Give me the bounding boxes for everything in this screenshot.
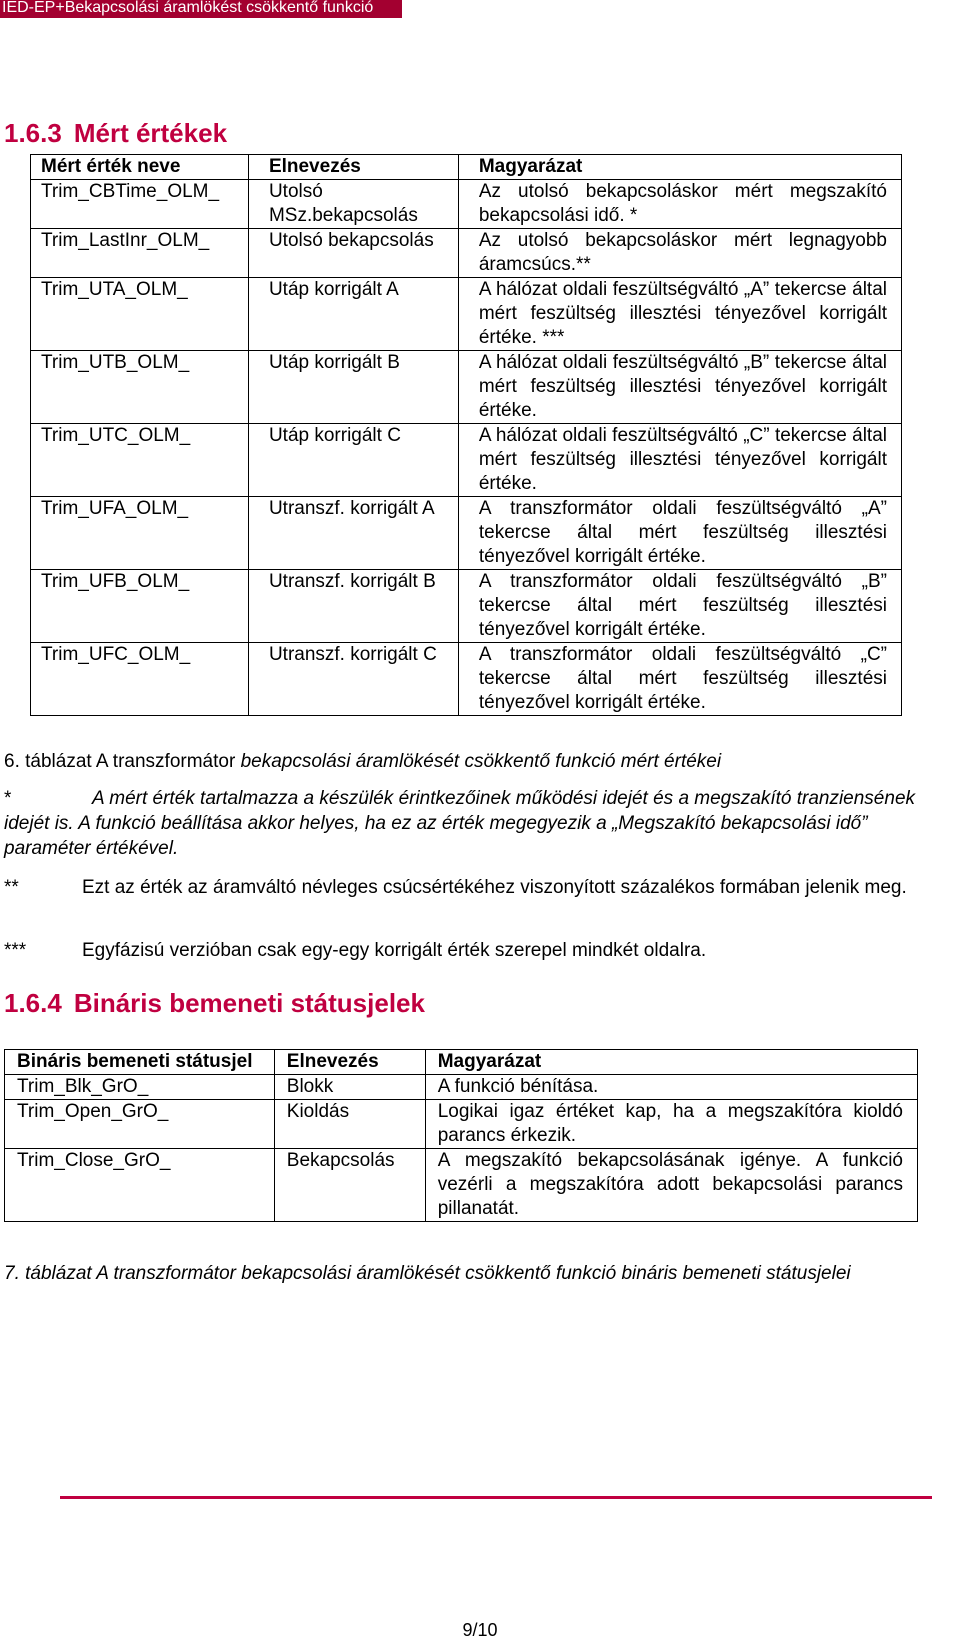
table-row xyxy=(5,1149,918,1222)
table-row xyxy=(31,643,902,716)
cell-label: Utranszf. korrigált C xyxy=(248,643,458,716)
cell-description: A hálózat oldali feszültségváltó „B” tekercse által mért feszültség illesztési tényezővel korrigált értéke. xyxy=(458,351,901,424)
cell-name: Trim_UTB_OLM_ xyxy=(31,351,249,424)
col-header-description: Magyarázat xyxy=(458,155,901,180)
cell-label: Utranszf. korrigált B xyxy=(248,570,458,643)
cell-description: Az utolsó bekapcsoláskor mért megszakító bekapcsolási idő. * xyxy=(458,180,901,229)
footnote-text: Egyfázisú verzióban csak egy-egy korrigált érték szerepel mindkét oldalra. xyxy=(82,940,707,961)
footnote-mark: ** xyxy=(4,877,19,898)
cell-label: Utáp korrigált A xyxy=(248,278,458,351)
footer-rule xyxy=(60,1496,932,1499)
measured-values-table xyxy=(30,154,902,716)
running-header: IED-EP+Bekapcsolási áramlökést csökkentő funkció xyxy=(0,0,402,18)
cell-name: Trim_UTA_OLM_ xyxy=(31,278,249,351)
section-title: Mért értékek xyxy=(73,118,228,148)
table-row xyxy=(31,229,902,278)
caption-prefix: 6. táblázat A transzformátor xyxy=(4,751,241,772)
cell-label: Bekapcsolás xyxy=(274,1149,425,1222)
table-row xyxy=(31,497,902,570)
table-row xyxy=(31,570,902,643)
cell-name: Trim_CBTime_OLM_ xyxy=(31,180,249,229)
cell-name: Trim_Open_GrO_ xyxy=(5,1100,275,1149)
cell-description: A hálózat oldali feszültségváltó „C” tekercse által mért feszültség illesztési tényezővel korrigált értéke. xyxy=(458,424,901,497)
footnote-1 xyxy=(4,786,924,861)
footnote-text: A mért érték tartalmazza a készülék érintkezőinek működési idejét és a megszakító tranziensének idejét is. A funkció beállítása akkor helyes, ha ez az érték megegyezik a „Megszakító bekapcsolási idő” paraméter értékével. xyxy=(4,788,916,859)
col-header-name: Mért érték neve xyxy=(31,155,249,180)
table-header-row xyxy=(31,155,902,180)
cell-label: Utáp korrigált B xyxy=(248,351,458,424)
section-number: 1.6.4 xyxy=(4,988,62,1018)
col-header-label: Elnevezés xyxy=(248,155,458,180)
footnote-mark: *** xyxy=(4,940,27,961)
table-row xyxy=(31,424,902,497)
cell-label: Utolsó bekapcsolás xyxy=(248,229,458,278)
cell-label: Kioldás xyxy=(274,1100,425,1149)
col-header-status: Bináris bemeneti státusjel xyxy=(5,1050,275,1075)
cell-description: A funkció bénítása. xyxy=(425,1075,917,1100)
section-heading-binary-inputs xyxy=(4,988,425,1019)
table-caption-7 xyxy=(4,1262,851,1286)
table-row xyxy=(5,1100,918,1149)
cell-description: Az utolsó bekapcsoláskor mért legnagyobb áramcsúcs.** xyxy=(458,229,901,278)
col-header-description: Magyarázat xyxy=(425,1050,917,1075)
table-row xyxy=(31,351,902,424)
col-header-label: Elnevezés xyxy=(274,1050,425,1075)
cell-label: Utranszf. korrigált A xyxy=(248,497,458,570)
binary-inputs-table xyxy=(4,1049,918,1222)
cell-name: Trim_UFA_OLM_ xyxy=(31,497,249,570)
cell-description: A megszakító bekapcsolásának igénye. A funkció vezérli a megszakítóra adott bekapcsolási parancs pillanatát. xyxy=(425,1149,917,1222)
cell-label: Utáp korrigált C xyxy=(248,424,458,497)
cell-description: A transzformátor oldali feszültségváltó „A” tekercse által mért feszültség illesztési tényezővel korrigált értéke. xyxy=(458,497,901,570)
table-row xyxy=(5,1075,918,1100)
table-caption-6 xyxy=(4,750,721,774)
cell-name: Trim_Close_GrO_ xyxy=(5,1149,275,1222)
caption-italic: bekapcsolási áramlökését csökkentő funkció mért értékei xyxy=(240,751,722,772)
section-number: 1.6.3 xyxy=(4,118,62,148)
cell-name: Trim_UFB_OLM_ xyxy=(31,570,249,643)
caption-text: 7. táblázat A transzformátor bekapcsolási áramlökését csökkentő funkció bináris bemeneti státusjelei xyxy=(4,1263,851,1284)
cell-label: Utolsó MSz.bekapcsolás xyxy=(248,180,458,229)
cell-label: Blokk xyxy=(274,1075,425,1100)
footnote-2 xyxy=(4,875,924,900)
cell-description: A transzformátor oldali feszültségváltó „B” tekercse által mért feszültség illesztési tényezővel korrigált értéke. xyxy=(458,570,901,643)
cell-description: A transzformátor oldali feszültségváltó „C” tekercse által mért feszültség illesztési tényezővel korrigált értéke. xyxy=(458,643,901,716)
cell-description: A hálózat oldali feszültségváltó „A” tekercse által mért feszültség illesztési tényezővel korrigált értéke. *** xyxy=(458,278,901,351)
table-header-row xyxy=(5,1050,918,1075)
cell-description: Logikai igaz értéket kap, ha a megszakítóra kioldó parancs érkezik. xyxy=(425,1100,917,1149)
footnote-text: Ezt az érték az áramváltó névleges csúcsértékéhez viszonyított százalékos formában jelenik meg. xyxy=(82,877,907,898)
footnote-mark: * xyxy=(4,788,12,809)
footnote-3 xyxy=(4,938,924,963)
page-number: 9/10 xyxy=(462,1620,498,1640)
cell-name: Trim_Blk_GrO_ xyxy=(5,1075,275,1100)
table-row xyxy=(31,278,902,351)
section-heading-measured-values xyxy=(4,118,227,149)
cell-name: Trim_LastInr_OLM_ xyxy=(31,229,249,278)
cell-name: Trim_UTC_OLM_ xyxy=(31,424,249,497)
table-row xyxy=(31,180,902,229)
cell-name: Trim_UFC_OLM_ xyxy=(31,643,249,716)
section-title: Bináris bemeneti státusjelek xyxy=(73,988,425,1018)
